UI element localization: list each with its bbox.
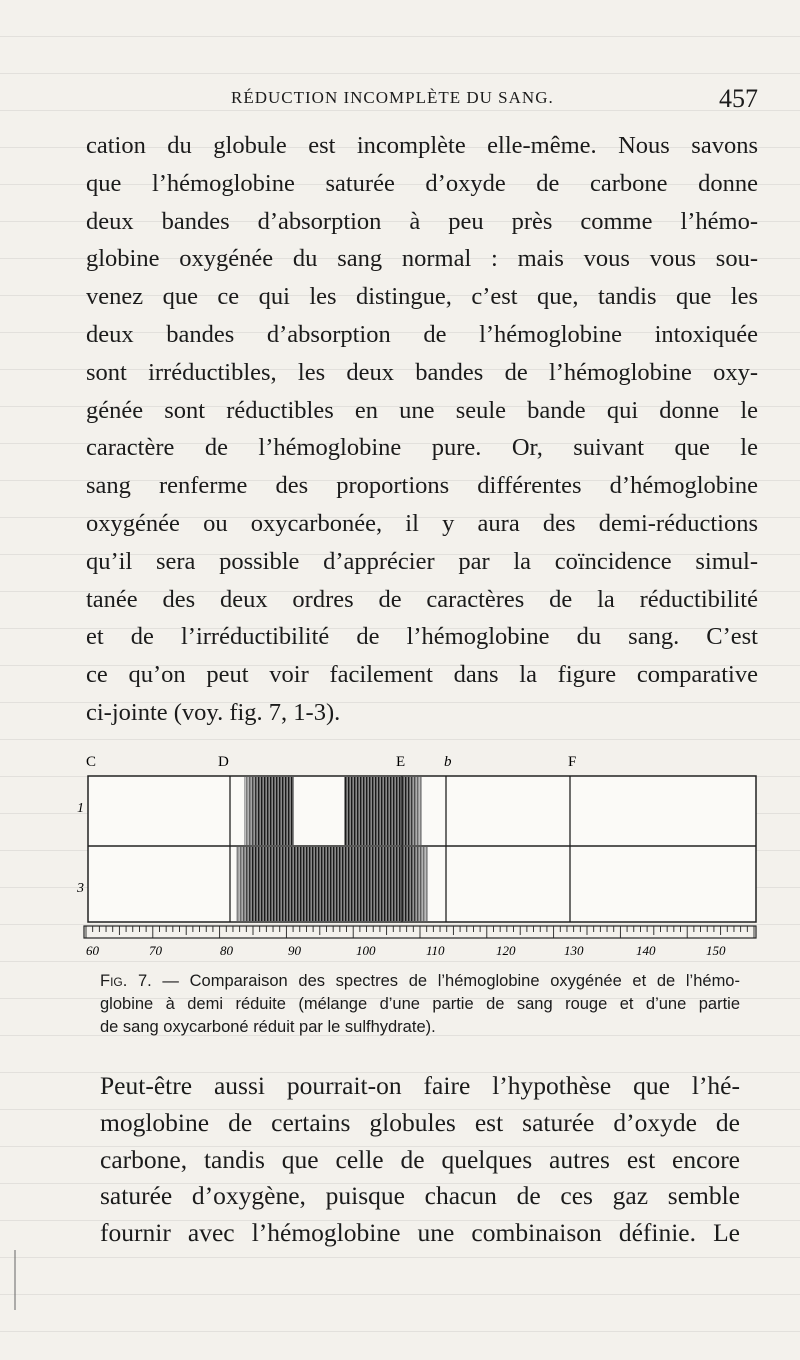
text-line: tanée des deux ordres de caractères de la réductibilité	[86, 585, 758, 613]
line-label-b: b	[444, 754, 452, 770]
band-edge	[236, 847, 252, 921]
text-line: sang renferme des proportions différentes d’hémoglobine	[86, 472, 758, 500]
text-line: génée sont réductibles en une seule bande qui donne le	[86, 396, 758, 424]
scale-label: 110	[426, 943, 445, 958]
caption-line: globine à demi réduite (mélange d’une partie de sang rouge et d’une partie	[100, 995, 740, 1013]
band-edge	[408, 777, 422, 845]
caption-line	[100, 970, 740, 993]
text-line: et de l’irréductibilité de l’hémoglobine du sang. C’est	[86, 623, 758, 651]
scale-label: 80	[220, 943, 233, 958]
scale-label: 70	[149, 943, 162, 958]
margin-mark	[14, 1250, 16, 1310]
text-line: ci-jointe (voy. fig. 7, 1-3).	[86, 698, 341, 726]
scale-label: 60	[86, 943, 99, 958]
text-line: cation du globule est incomplète elle-même. Nous savons	[86, 132, 758, 159]
text-line: globine oxygénée du sang normal : mais vous vous sou-	[86, 245, 758, 273]
text-line: caractère de l’hémoglobine pure. Or, suivant que le	[86, 434, 758, 462]
spectrum-figure	[77, 748, 760, 968]
text-line: qu’il sera possible d’apprécier par la coïncidence simul-	[86, 547, 758, 575]
caption-line: de sang oxycarboné réduit par le sulfhydrate).	[100, 1018, 436, 1036]
row-label-3: 3	[77, 881, 84, 896]
figure-caption	[100, 970, 740, 1039]
scale-label: 130	[564, 943, 584, 958]
text-line: moglobine de certains globules est saturée d’oxyde de	[100, 1107, 740, 1137]
page-number: 457	[719, 84, 758, 113]
paragraph-2	[100, 1068, 740, 1252]
text-line: saturée d’oxygène, puisque chacun de ces gaz semble	[100, 1181, 740, 1211]
text-line: deux bandes d’absorption à peu près comme l’hémo-	[86, 207, 758, 235]
scale-label: 90	[288, 943, 301, 958]
caption-label: Fig. 7.	[100, 972, 152, 990]
paragraph-1	[86, 127, 758, 732]
text-line: venez que ce qui les distingue, c’est que, tandis que les	[86, 283, 758, 311]
line-label-f: F	[568, 754, 577, 770]
text-line: oxygénée ou oxycarbonée, il y aura des demi-réductions	[86, 509, 758, 537]
line-label-e: E	[396, 754, 406, 770]
text-line: Peut-être aussi pourrait-on faire l’hypothèse que l’hé-	[100, 1071, 740, 1100]
band-edge	[244, 777, 258, 845]
text-line: que l’hémoglobine saturée d’oxyde de carbone donne	[86, 169, 758, 197]
scale-label: 100	[356, 943, 376, 958]
text-line: carbone, tandis que celle de quelques autres est encore	[100, 1144, 740, 1174]
text-line: fournir avec l’hémoglobine une combinaison définie. Le	[100, 1218, 740, 1248]
scale-label: 150	[706, 943, 726, 958]
caption-text: — Comparaison des spectres de l’hémoglobine oxygénée et de l’hémo-	[151, 972, 740, 990]
text-line: deux bandes d’absorption de l’hémoglobine intoxiquée	[86, 320, 758, 348]
scale-label: 120	[496, 943, 516, 958]
scale-ticks	[86, 926, 754, 938]
row-label-1: 1	[77, 801, 84, 816]
text-line: sont irréductibles, les deux bandes de l’hémoglobine oxy-	[86, 358, 758, 386]
running-title: RÉDUCTION INCOMPLÈTE DU SANG.	[231, 88, 554, 107]
absorption-band	[236, 847, 428, 921]
band-edge	[410, 847, 428, 921]
spectrum-diagram	[77, 748, 760, 968]
scale-label: 140	[636, 943, 656, 958]
text-line: ce qu’on peut voir facilement dans la figure comparative	[86, 661, 758, 689]
page-header	[86, 84, 758, 118]
line-label-d: D	[218, 754, 229, 770]
line-label-c: C	[86, 754, 97, 770]
